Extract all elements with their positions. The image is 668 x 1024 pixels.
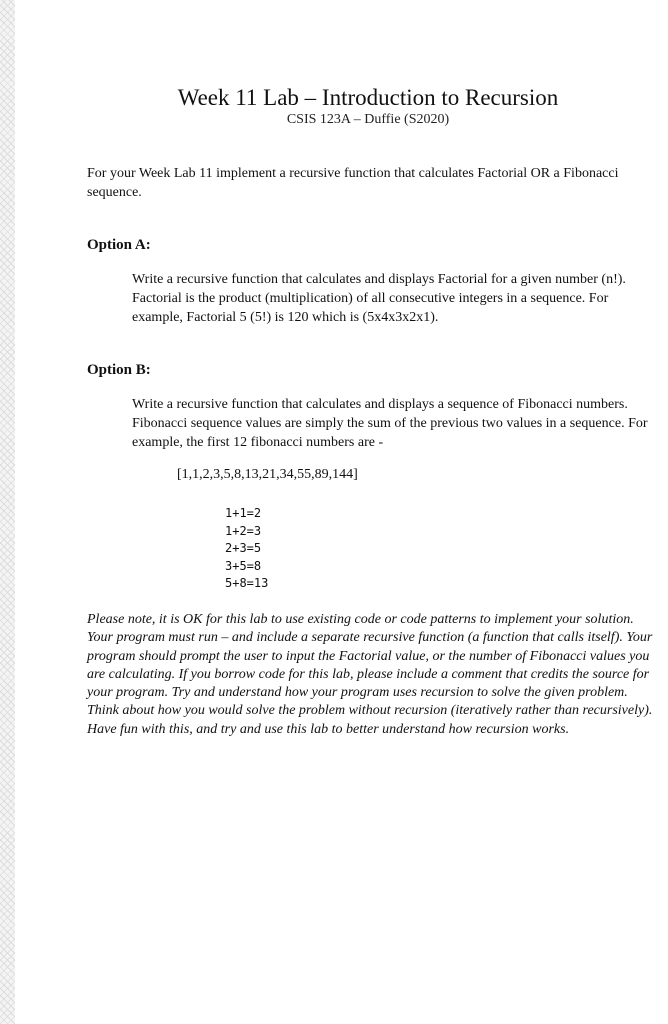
intro-paragraph: For your Week Lab 11 implement a recursive function that calculates Factorial OR a Fibonacci sequence.: [87, 166, 619, 200]
fibonacci-sequence: [1,1,2,3,5,8,13,21,34,55,89,144]: [177, 467, 358, 482]
fibonacci-example: 3+5=8: [225, 558, 262, 573]
document-page: [15, 0, 668, 1024]
fibonacci-example: 1+2=3: [225, 523, 262, 538]
page-edge-pattern: [0, 0, 15, 1024]
option-a-body: Write a recursive function that calculates and displays Factorial for a given number (n!). Factorial is the product (multiplication) of all consecutive integers in a sequence. For example, Factorial 5 (5!) is 120 which is (5x4x3x2x1).: [132, 272, 626, 325]
option-a-heading: Option A:: [87, 237, 151, 253]
note-paragraph: Please note, it is OK for this lab to use existing code or code patterns to implement your solution. Your program must run – and include a separate recursive function (a function that calls itself). Your program should prompt the user to input the Factorial value, or the number of Fibonacci values you are calculating. If you borrow code for this lab, please include a comment that credits the source for your program. Try and understand how your program uses recursion to solve the given problem. Think about how you would solve the problem without recursion (iteratively rather than recursively). Have fun with this, and try and use this lab to better understand how recursion works.: [87, 612, 653, 737]
option-b-body: Write a recursive function that calculates and displays a sequence of Fibonacci numbers. Fibonacci sequence values are simply the sum of the previous two values in a sequence. For example, the first 12 fibonacci numbers are -: [132, 397, 648, 450]
document-title: Week 11 Lab – Introduction to Recursion: [177, 85, 559, 110]
document-subtitle: CSIS 123A – Duffie (S2020): [286, 112, 450, 127]
option-b-heading: Option B:: [87, 362, 151, 378]
fibonacci-example: 2+3=5: [225, 541, 262, 556]
fibonacci-example: 5+8=13: [225, 576, 269, 591]
fibonacci-example: 1+1=2: [225, 506, 262, 520]
fibonacci-examples: [225, 505, 268, 593]
